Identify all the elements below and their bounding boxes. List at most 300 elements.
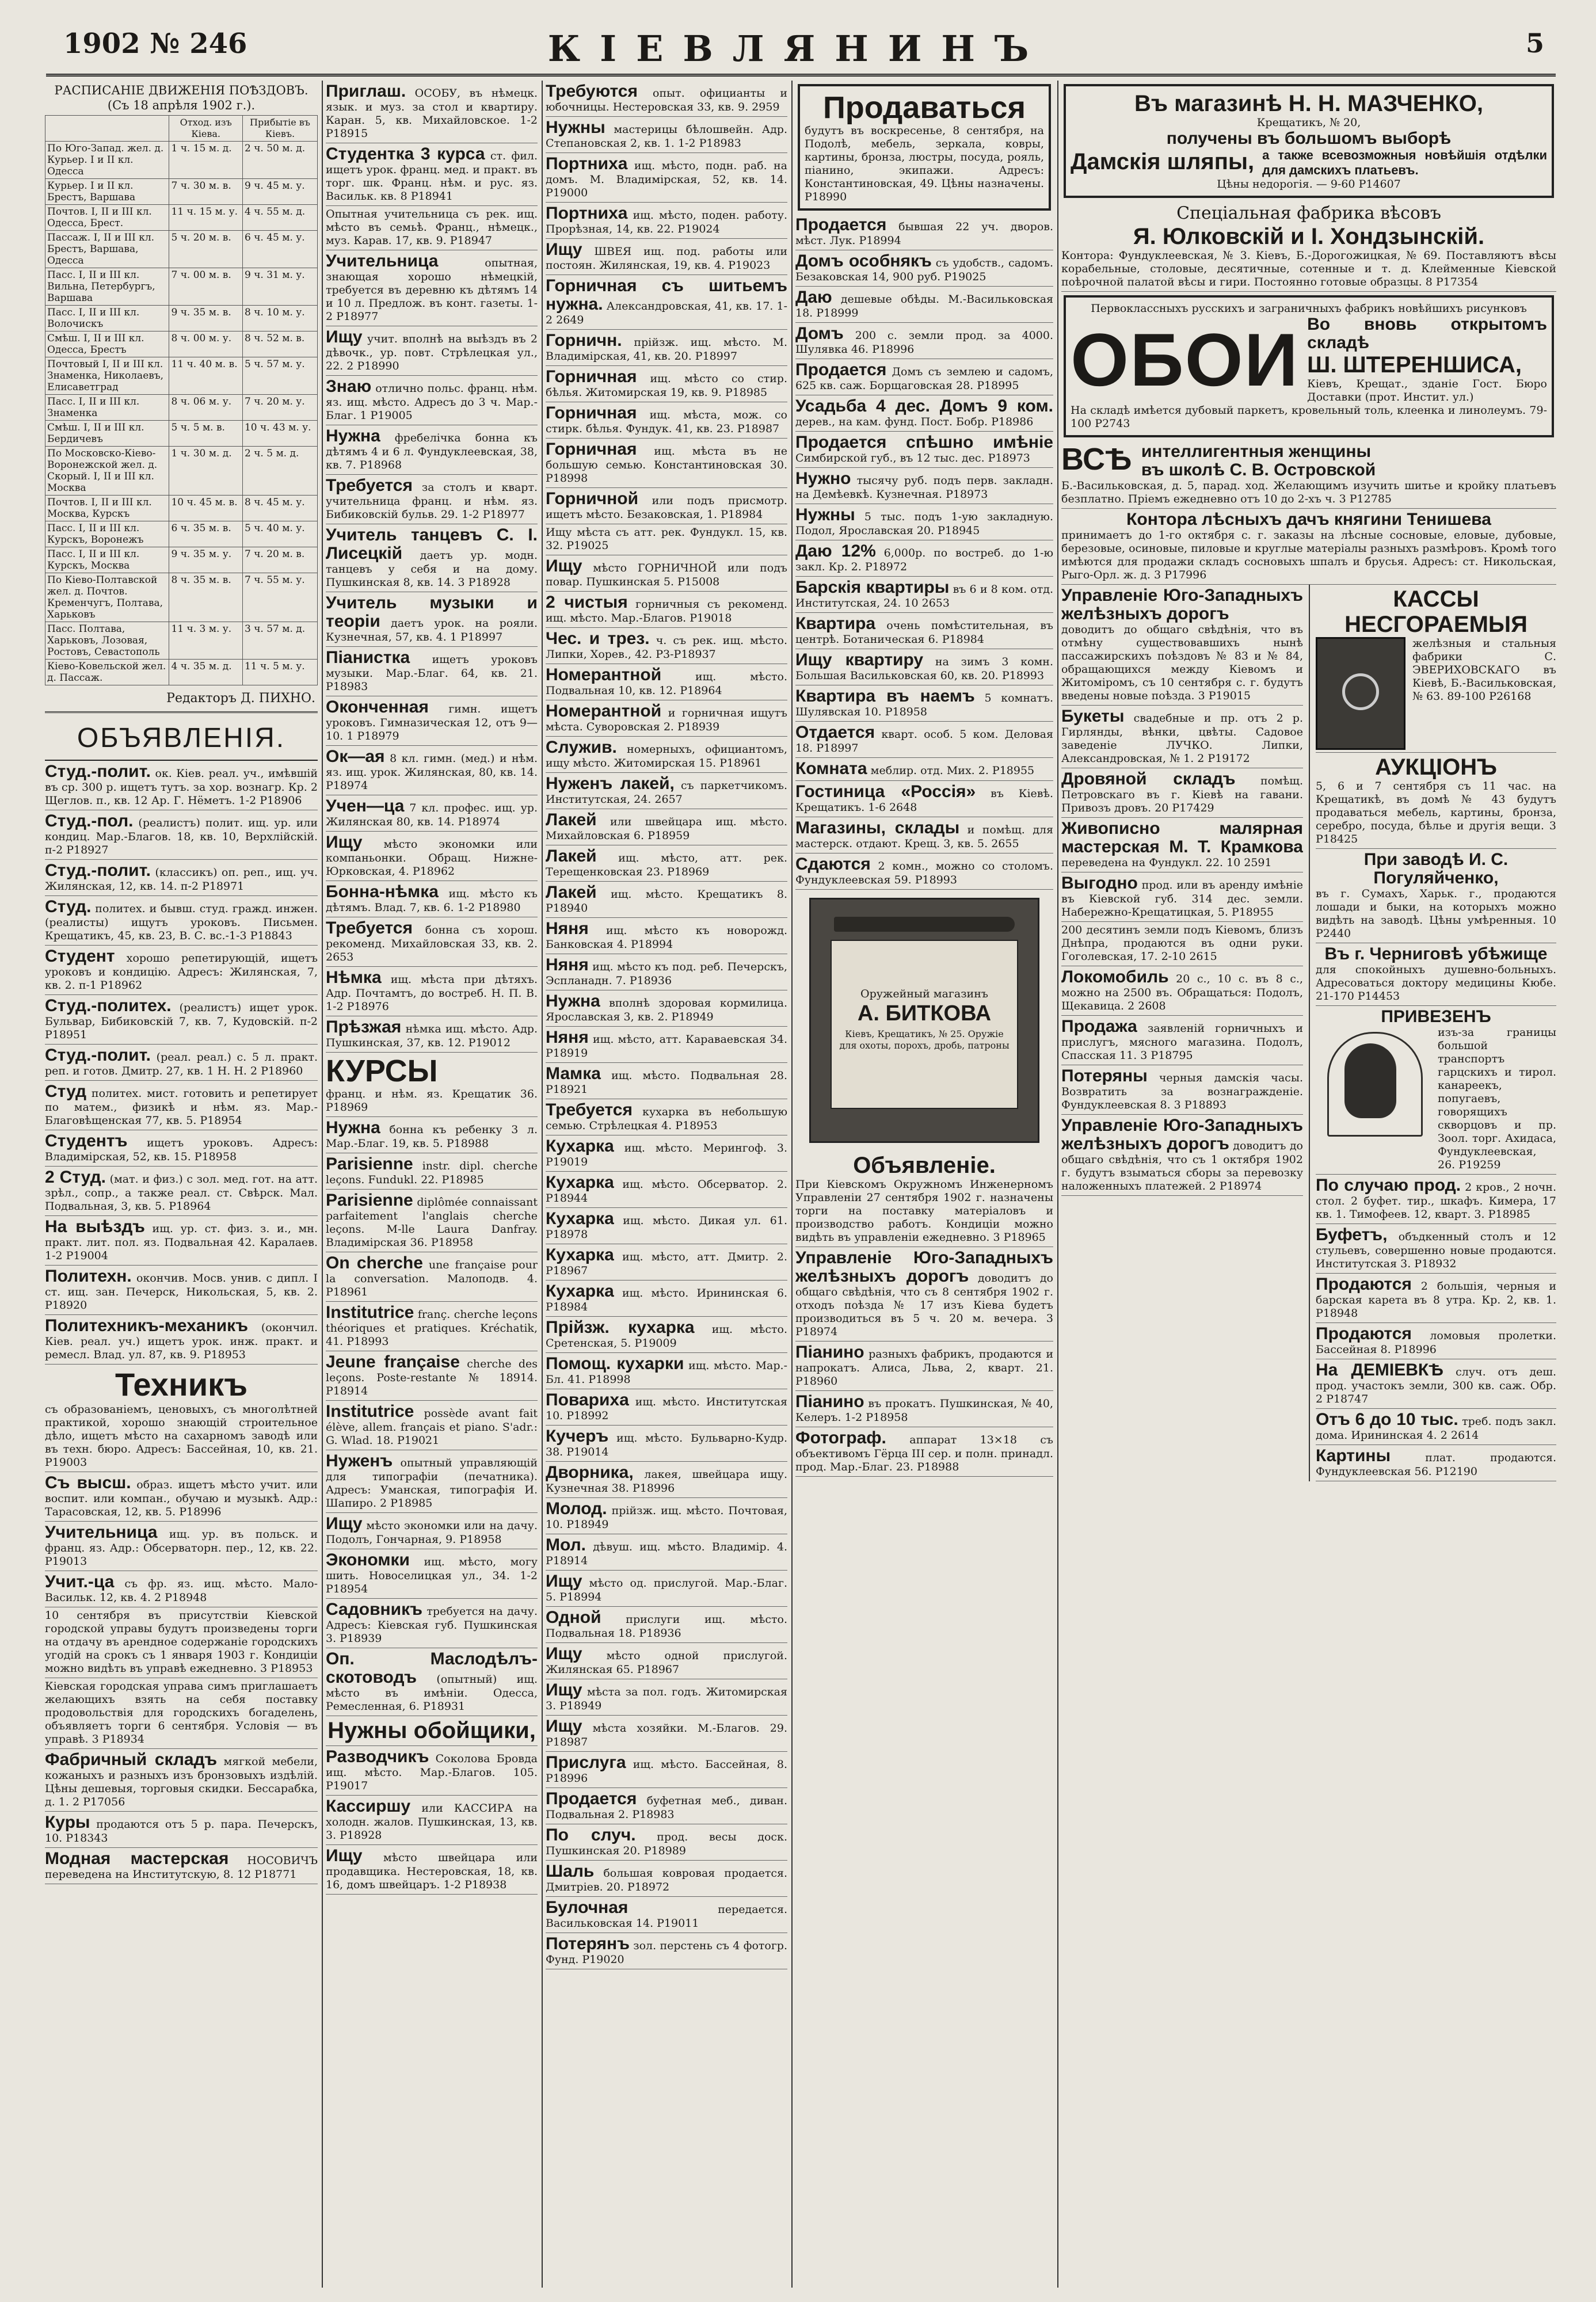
- ad-headline: Нужны: [546, 118, 605, 137]
- ad-text: ищ. мѣсто, атт. рек. Терещенковская 23. P18969: [546, 852, 787, 878]
- ad-text: ищ. мѣсто, атт. Дмитр. 2. P18967: [546, 1251, 787, 1277]
- ad-headline: Требуется: [326, 918, 413, 937]
- ad-headline: Ищу квартиру: [795, 650, 924, 669]
- classified-ad: [546, 330, 787, 366]
- ad-headline: Нужна: [326, 1118, 380, 1137]
- classified-ad: [546, 555, 787, 592]
- classified-ad: [795, 781, 1053, 817]
- ads-list: [546, 81, 787, 990]
- ad-headline: Картины: [1316, 1446, 1391, 1465]
- classified-ad: [1061, 706, 1303, 768]
- mazchenko-extra: а также всевозможныя новѣйшія отдѣлки для дамскихъ платьевъ.: [1262, 148, 1547, 177]
- classified-ad: [795, 853, 1053, 890]
- ad-headline: Горничная съ шитьемъ нужна.: [546, 276, 787, 314]
- ad-headline: Студентъ: [45, 1131, 128, 1150]
- ad-headline: Живописно малярная мастерская М. Т. Крамкова: [1061, 819, 1303, 856]
- ad-text: въ 6 и 8 ком. отд. Институтская, 24. 10 2653: [795, 583, 1053, 609]
- ad-headline: Молод.: [546, 1499, 607, 1518]
- classified-ad: [326, 1153, 538, 1190]
- classified-ad: [795, 649, 1053, 685]
- gun-shop-sign: [831, 940, 1018, 1109]
- ad-text: большая ковровая продается. Дмитріев. 20. P18972: [546, 1867, 787, 1893]
- classified-ad: [326, 917, 538, 967]
- classified-ad: [546, 275, 787, 330]
- ad-text: Домъ съ землею и садомъ, 625 кв. саж. Борщаговская 28. P18995: [795, 365, 1053, 392]
- timetable-cell: 9 ч. 31 м. у.: [242, 268, 317, 306]
- ad-text: опытная, знающая хорошо нѣмецкій, требуется въ деревню къ дѣтямъ 14 и 10 л. Предлож. въ конт. газеты. 1-2 P18977: [326, 257, 538, 323]
- ad-headline: Усадьба 4 дес. Домъ 9 ком.: [795, 397, 1053, 416]
- ad-text: окончив. Мосв. унив. с дипл. I ст. ищ. зан. Печерск, Никольская, 5, кв. 2. P18920: [45, 1272, 318, 1312]
- ad-headline: 2 Студ.: [45, 1168, 106, 1187]
- announcement-ad: [795, 1151, 1053, 1247]
- timetable-cell: По Кіево-Полтавской жел. д. Почтов. Кременчугъ, Полтава, Харьковъ: [45, 573, 169, 622]
- kursy-text: франц. и нѣм. яз. Крещатик 36. P18969: [326, 1088, 538, 1114]
- safes-title: КАССЫ НЕСГОРАЕМЫЯ: [1344, 586, 1528, 637]
- railway-text: доводитъ до общаго свѣдѣнія, что въ отмѣну существовавшихъ нынѣ пассажирскихъ поѣздовъ № 83 и № 84, обращающихся между Кіевомъ и Житоміромъ, съ 10 сентября с. г. будутъ введены новые поѣзда. 3 P19015: [1061, 623, 1303, 702]
- ad-text: зол. перстень съ 4 фотогр. Фунд. P19020: [546, 1939, 787, 1966]
- timetable-cell: 9 ч. 35 м. в.: [169, 306, 243, 331]
- ad-headline: Студ: [45, 1082, 87, 1101]
- classified-ad: [326, 592, 538, 647]
- ad-text: мѣсто одной прислугой. Жилянская 65. P18967: [546, 1649, 787, 1676]
- ad-text: горничныя съ рекоменд. ищ. мѣсто. Мар.-Благов. P19018: [546, 598, 787, 624]
- ad-text: ищ. мѣсто. Институтская 10. P18992: [546, 1396, 787, 1422]
- ad-text: съ фр. яз. ищ. мѣсто. Мало-Васильк. 12, кв. 4. 2 P18948: [45, 1577, 318, 1604]
- ad-text: 5 тыс. подъ 1-ую закладную. Подол, Ярославская 20. P18945: [795, 510, 1053, 537]
- ad-headline: Политехникъ-механикъ: [45, 1316, 249, 1335]
- zavod-ad: [1316, 849, 1556, 943]
- classified-ad: [326, 967, 538, 1016]
- ad-headline: Учит.-ца: [45, 1572, 115, 1591]
- ad-text: очень помѣстительная, въ центрѣ. Ботаническая 6. P18984: [795, 619, 1053, 646]
- timetable-cell: Смѣш. I, II и III кл. Одесса, Брестъ: [45, 331, 169, 357]
- privezen-text: изъ-за границы большой транспортъ гарцскихъ и тирол. канареекъ, попугаевъ, говорящихъ скворцовъ и пр. Зоол. торг. Ахидаса, Фундуклеевская, 26. P19259: [1438, 1026, 1556, 1171]
- timetable-cell: 5 ч. 57 м. у.: [242, 357, 317, 395]
- ad-headline: Нужна: [546, 992, 600, 1011]
- column-3: [546, 81, 787, 2288]
- ad-text: вполнѣ здоровая кормилица. Ярославская 3, кв. 2. P18949: [546, 997, 787, 1023]
- timetable-subtitle: (Съ 18 апрѣля 1902 г.).: [107, 98, 256, 112]
- ad-text: прійзж. ищ. мѣсто. Почтовая, 10. P18949: [546, 1504, 787, 1531]
- timetable-row: [45, 268, 318, 306]
- ad-text: бонна къ ребенку 3 л. Мар.-Благ. 19, кв. 5. P18988: [326, 1123, 538, 1150]
- zavod-title: При заводѣ И. С. Погуляйченко,: [1363, 850, 1509, 887]
- classified-ad: [45, 995, 318, 1045]
- ad-text: ищ. мѣсто. Подвальная 10, кв. 12. P18964: [546, 670, 787, 697]
- timetable-title: [45, 81, 318, 115]
- scales-title: Спеціальная фабрика вѣсовъ: [1176, 203, 1441, 223]
- ad-headline: Лакей: [546, 810, 597, 829]
- vse-text: Б.-Васильковская, д. 5, парад. ход. Желающимъ изучить шитье и кройку платьевъ безплатно. Пріемъ ежедневно отъ 10 до 2-хъ ч. 3 P12785: [1061, 479, 1556, 505]
- timetable-row: [45, 395, 318, 421]
- ad-headline: Дровяной складъ: [1061, 769, 1236, 788]
- ad-headline: Политехн.: [45, 1267, 132, 1286]
- ad-text: ищ. мѣсто къ новорожд. Банковская 4. P18994: [546, 924, 787, 951]
- column-2: [326, 81, 538, 2288]
- classified-ad: [1316, 1323, 1556, 1359]
- ad-text: ищ. мѣсто. Обсерватор. 2. P18944: [546, 1178, 787, 1205]
- ad-text: опытный управляющій для типографіи (печатника). Адресъ: Уманская, типографія И. Шапиро. 2 P18985: [326, 1457, 538, 1510]
- ad-text: прійзж. ищ. мѣсто. М. Владимірская, 41, кв. 20. P18997: [546, 336, 787, 363]
- ad-headline: Сдаются: [795, 855, 871, 874]
- ad-headline: Букеты: [1061, 707, 1125, 726]
- ad-text: объдкенный столъ и 12 стульевъ, совершенно новые продаются. Институтская 3. P18932: [1316, 1230, 1556, 1270]
- ad-headline: Квартира въ наемъ: [795, 687, 975, 706]
- ad-text: ищ. мѣсто къ дѣтямъ. Влад. 7, кв. 6. 1-2 P18980: [326, 887, 538, 914]
- classified-ad: [1061, 922, 1303, 966]
- ads-list: [326, 81, 538, 1053]
- classified-ad: [795, 287, 1053, 323]
- ad-headline: Мол.: [546, 1535, 586, 1554]
- ad-headline: Гостиница «Россія»: [795, 782, 976, 801]
- ad-text: Кіевская городская управа симъ приглашаетъ желающихъ взять на себя поставку продовольствія для городскихъ богаделень, объявляетъ торги 6 сентября. Условія — въ управѣ. 3 P18934: [45, 1680, 318, 1745]
- oboi-line1: Во вновь открытомъ складѣ: [1307, 315, 1547, 352]
- scales-names: Я. Юлковскій и І. Хондзынскій.: [1133, 224, 1485, 249]
- timetable-row: [45, 622, 318, 660]
- ad-text: аппарат 13×18 съ объективомъ Гёрца III сер. и полн. принадл. прод. Мар.-Благ. 23. P18988: [795, 1434, 1053, 1473]
- timetable-heading: РАСПИСАНІЕ ДВИЖЕНІЯ ПОѢЗДОВЪ.: [54, 83, 308, 97]
- timetable-cell: Пасс. I, II и III кл. Знаменка: [45, 395, 169, 421]
- ad-headline: Нужно: [795, 469, 851, 488]
- ad-headline: Управленіе Юго-Западныхъ желѣзныхъ дорогъ: [1061, 1116, 1303, 1153]
- timetable-column-header: Отход. изъ Кіева.: [169, 116, 243, 142]
- classified-ad: [326, 1796, 538, 1845]
- classified-ad: [45, 810, 318, 860]
- timetable-cell: 6 ч. 35 м. в.: [169, 521, 243, 547]
- col5-split: [1061, 585, 1556, 1481]
- ad-headline: Ищу: [546, 1644, 582, 1663]
- timetable-cell: Почтовый I, II и III кл. Знаменка, Николаевъ, Елисаветград: [45, 357, 169, 395]
- ad-text: номерныхъ, официантомъ, ищу мѣсто. Житомирская 15. P18961: [546, 743, 787, 769]
- safes-text: желѣзныя и стальныя фабрики С. ЭВЕРИХОВСКАГО въ Кіевѣ, Б.-Васильковская, № 63. 89-100 P26168: [1412, 637, 1556, 703]
- ad-headline: Продаются: [1316, 1275, 1412, 1294]
- privezen-row: [1316, 1026, 1556, 1172]
- col5-right: [1309, 585, 1556, 1481]
- ad-headline: Нуженъ: [326, 1451, 393, 1470]
- ad-text: гимн. ищетъ уроковъ. Гимназическая 12, отъ 9—10. 1 P18979: [326, 703, 538, 742]
- ad-text: (мат. и физ.) с зол. мед. гот. на атт. зрѣл., сопр., а также реал. ст. Свѣрск. Мал. Подвальная, 3, кв. 5. P18964: [45, 1173, 318, 1213]
- ad-headline: Выгодно: [1061, 874, 1138, 893]
- railway-title: Управленіе Юго-Западныхъ желѣзныхъ дорогъ: [1061, 586, 1303, 623]
- classified-ad: [326, 524, 538, 592]
- ad-text: 2 кров., 2 ночн. стол. 2 буфет. тир., шкафъ. Кимера, 17 кв. 1. Тимофеев. 12, кварт. 3. P18985: [1316, 1181, 1556, 1221]
- ad-headline: Кухарка: [546, 1209, 614, 1228]
- classified-ad: [546, 488, 787, 524]
- ad-text: политех. и бывш. студ. гражд. инжен. (реалисты) ищутъ уроковъ. Письмен. Крещатикъ, 45, кв. 23, В. С. вс.-1-3 P18843: [45, 902, 318, 942]
- ad-headline: Продаются: [1316, 1324, 1412, 1343]
- classified-ad: [546, 882, 787, 918]
- col5-left: [1061, 585, 1309, 1481]
- ad-text: (классикъ) оп. реп., ищ. уч. Жилянская, 12, кв. 14. п-2 P18971: [45, 866, 318, 893]
- classified-ad: [546, 117, 787, 153]
- classified-ad: [1061, 1115, 1303, 1196]
- ad-text: 5 комнатъ. Шулявская 10. P18958: [795, 692, 1053, 718]
- ad-headline: Студентка 3 курса: [326, 144, 485, 163]
- oboi-top: Первоклассныхъ русскихъ и заграничныхъ фабрикъ новѣйшихъ рисунковъ: [1091, 302, 1527, 315]
- ad-text: даетъ урок. на рояли. Кузнечная, 57, кв. 4. 1 P18997: [326, 617, 538, 643]
- ads-list: [546, 990, 787, 1969]
- ads-list: [326, 1117, 538, 1716]
- oboi-ad: [1064, 295, 1554, 437]
- ad-headline: Учен—ца: [326, 796, 405, 815]
- gun-shop-line2: Кіевъ, Крещатикъ, № 25. Оружіе для охоты, порохъ, дробь, патроны: [839, 1028, 1010, 1051]
- timetable-cell: 11 ч. 3 м. у.: [169, 622, 243, 660]
- ads-list: [45, 1472, 318, 1884]
- classified-ad: [45, 761, 318, 810]
- classified-ad: [1316, 1409, 1556, 1445]
- ad-text: ищ. мѣсто со стир. бѣлья. Житомирская 19, кв. 9. P18985: [546, 372, 787, 399]
- ad-headline: Піанистка: [326, 648, 410, 667]
- timetable-cell: 11 ч. 40 м. в.: [169, 357, 243, 395]
- classified-ad: [45, 946, 318, 995]
- timetable-cell: Пасс. I, II и III кл. Курскъ, Воронежъ: [45, 521, 169, 547]
- ad-headline: Комната: [795, 759, 867, 778]
- ad-headline: Домъ особнякъ: [795, 251, 932, 270]
- oboi-row: [1071, 315, 1547, 404]
- classified-ad: [1061, 872, 1303, 922]
- ad-headline: Кухарка: [546, 1245, 614, 1264]
- ads-list: [795, 214, 1053, 890]
- ad-headline: Одной: [546, 1608, 601, 1627]
- ad-text: 200 десятинъ земли подъ Кіевомъ, близъ Днѣпра, продаются въ одни руки. Гоголевская, 17. 2-10 2615: [1061, 924, 1303, 963]
- ad-headline: Домъ: [795, 324, 844, 343]
- ad-headline: Портниха: [546, 154, 628, 173]
- ad-headline: Студ.-полит.: [45, 1046, 151, 1065]
- ad-headline: Куры: [45, 1813, 90, 1832]
- timetable-row: [45, 447, 318, 496]
- ad-text: ищ. мѣсто. Дикая ул. 61. P18978: [546, 1214, 787, 1241]
- classified-ad: [795, 540, 1053, 577]
- classified-ad: [45, 1167, 318, 1216]
- ad-headline: Номерантной: [546, 702, 662, 721]
- safes-row: [1316, 637, 1556, 750]
- ad-headline: Дворника,: [546, 1463, 634, 1482]
- classified-ad: [546, 1099, 787, 1135]
- tenisheva-title: Контора лѣсныхъ дачъ княгини Тенишева: [1126, 510, 1491, 529]
- timetable-row: [45, 421, 318, 447]
- classified-ad: [326, 1599, 538, 1648]
- timetable-cell: 8 ч. 10 м. у.: [242, 306, 317, 331]
- ad-headline: Приглаш.: [326, 82, 406, 101]
- ad-text: ищ. мѣста въ не большую семью. Константиновская 30. P18998: [546, 445, 787, 485]
- ad-text: ищ. мѣста при дѣтяхъ. Адр. Почтамтъ, до востреб. Н. П. В. 1-2 P18976: [326, 973, 538, 1013]
- ad-text: franç. cherche leçons théoriques et pratiques. Kréchatik, 41. P18993: [326, 1308, 538, 1348]
- mazchenko-ad: [1064, 84, 1554, 198]
- ad-text: кухарка въ небольшую семью. Стрѣлецкая 4. P18953: [546, 1106, 787, 1132]
- ad-headline: Лакей: [546, 847, 597, 866]
- classified-ad: [546, 1933, 787, 1969]
- classified-ad: [45, 1472, 318, 1522]
- ad-text: плат. продаются. Фундуклеевская 56. P12190: [1316, 1451, 1556, 1478]
- classified-ad: [546, 1280, 787, 1317]
- classified-ad: [326, 795, 538, 832]
- classified-ad: [45, 1081, 318, 1130]
- classified-ad: [546, 664, 787, 700]
- ad-headline: Даю 12%: [795, 542, 876, 561]
- vse-info: [1141, 443, 1376, 479]
- mazchenko-hats: Дамскія шляпы,: [1071, 149, 1255, 174]
- chernigov-title: Въ г. Черниговѣ убѣжище: [1324, 944, 1548, 963]
- zavod-text: въ г. Сумахъ, Харьк. г., продаются лошади и быки, на которыхъ можно видѣть на заводѣ. Цѣны умѣренныя. 10 P2440: [1316, 887, 1556, 940]
- scales-text: Контора: Фундуклеевская, № 3. Кіевъ, Б.-Дорогожицкая, № 69. Поставляютъ вѣсы корабельные, столовые, десятичные, сотенные и т. д. Клейменные Кіевской поѣрочной палатой вѣсы и гири. Постоянно готовые образцы. 8 P17354: [1061, 249, 1556, 288]
- ad-headline: Номерантной: [546, 665, 662, 684]
- ad-headline: Ищу: [546, 1717, 582, 1736]
- ad-text: или подъ присмотр. ищетъ мѣсто. Безаковская, 1. P18984: [546, 494, 787, 521]
- ad-headline: Кучеръ: [546, 1427, 609, 1446]
- timetable-header-row: [45, 116, 318, 142]
- classified-ad: [546, 1353, 787, 1389]
- ad-headline: Продается: [795, 360, 887, 379]
- ad-headline: Горничная: [546, 403, 637, 422]
- timetable-cell: Пасс. I, II и III кл. Курскъ, Москва: [45, 547, 169, 573]
- classified-ad: [326, 475, 538, 524]
- ad-text: учит. вполнѣ на выѣздъ въ 2 дѣвочк., ур. повт. Стрѣлецкая ул., 22. 2 P18990: [326, 333, 538, 372]
- timetable-cell: 6 ч. 45 м. у.: [242, 231, 317, 268]
- ad-headline: Учитель музыки и теоріи: [326, 593, 538, 631]
- ad-text: лакея, швейцара ищу. Кузнечная 38. P18996: [546, 1468, 787, 1495]
- classified-ad: [795, 685, 1053, 722]
- timetable-cell: 4 ч. 35 м. д.: [169, 660, 243, 685]
- ad-headline: Нужны: [795, 505, 855, 524]
- classified-ad: [326, 250, 538, 326]
- ad-headline: Ищу: [326, 833, 363, 852]
- classified-ad: [546, 1607, 787, 1643]
- ad-headline: Прійзж. кухарка: [546, 1318, 695, 1337]
- classified-ad: [546, 1897, 787, 1933]
- ad-text: прислуги ищ. мѣсто. Подвальная 18. P18936: [546, 1613, 787, 1640]
- ad-text: 200 с. земли прод. за 4000. Шулявка 46. P18996: [795, 329, 1053, 356]
- ad-text: ч. съ рек. ищ. мѣсто. Липки, Хорев., 42. P3-P18937: [546, 634, 787, 661]
- gun-shop-line1: Оружейный магазинъ: [860, 988, 988, 1000]
- ad-text: ищ. мѣсто. Подвальная 28. P18921: [546, 1069, 787, 1096]
- ad-text: мѣсто од. прислугой. Мар.-Благ. 5. P18994: [546, 1577, 787, 1603]
- ad-headline: Прислуга: [546, 1753, 626, 1772]
- ad-text: съ паркетчикомъ. Институтская, 24. 2657: [546, 779, 787, 806]
- ad-headline: Кухарка: [546, 1137, 614, 1156]
- classified-ad: [546, 954, 787, 990]
- ads-list: [45, 761, 318, 1365]
- ad-text: ищ. мѣсто, могу шить. Новоселицкая ул., 34. 1-2 P18954: [326, 1556, 538, 1595]
- ad-text: ломовыя пролетки. Бассейная 8. P18996: [1316, 1329, 1556, 1356]
- ad-headline: Ок—ая: [326, 747, 385, 766]
- classified-ad: [546, 402, 787, 439]
- ad-text: переведена на Фундукл. 22. 10 2591: [1061, 856, 1272, 869]
- timetable-row: [45, 573, 318, 622]
- classified-ad: [546, 1752, 787, 1788]
- ad-headline: Ищу: [546, 1680, 582, 1699]
- column-1: [45, 81, 318, 2288]
- timetable-row: [45, 331, 318, 357]
- classified-ad: [326, 1401, 538, 1450]
- classified-ad: [45, 1266, 318, 1315]
- classified-ad: [326, 1302, 538, 1351]
- ad-headline: Садовникъ: [326, 1600, 422, 1619]
- timetable-cell: 3 ч. 57 м. д.: [242, 622, 317, 660]
- ad-text: 8 кл. гимн. (мед.) и нѣм. яз. ищ. урок. Жилянская, 80, кв. 14. P18974: [326, 752, 538, 792]
- timetable-cell: Курьер. I и II кл. Брестъ, Варшава: [45, 179, 169, 205]
- ad-text: une française pour la conversation. Малоподв. 4. P18961: [326, 1259, 538, 1298]
- ad-text: 7 кл. профес. ищ. ур. Жилянская 80, кв. 14. P18974: [326, 802, 538, 828]
- ad-text: или КАССИРА на холодн. жалов. Пушкинская, 13, кв. 3. P18928: [326, 1802, 538, 1842]
- ad-headline: Прѣзжая: [326, 1017, 402, 1036]
- mazchenko-prices: Цѣны недорогія. — 9-60 P14607: [1217, 178, 1401, 190]
- ad-text: Симбирской губ., въ 12 тыс. дес. P18973: [795, 452, 1030, 464]
- timetable-row: [45, 179, 318, 205]
- ad-headline: Служив.: [546, 738, 617, 757]
- ad-headline: Съ высш.: [45, 1473, 131, 1492]
- ad-headline: Потеряны: [1061, 1066, 1148, 1085]
- classified-ad: [546, 1426, 787, 1462]
- classified-ad: [795, 432, 1053, 468]
- classified-ad: [45, 1749, 318, 1812]
- tenisheva-ad: [1061, 509, 1556, 585]
- ad-headline: Отдается: [795, 723, 875, 742]
- sale-text: будутъ въ воскресенье, 8 сентября, на Подолѣ, мебель, зеркала, ковры, картины, бронза, люстры, посуда, рояль, піанино, экипажи. Адресъ: Константиновская, 49. Цѣны назначены. P18990: [805, 124, 1044, 203]
- ad-headline: Parisienne: [326, 1191, 413, 1210]
- timetable-cell: 1 ч. 15 м. д.: [169, 142, 243, 179]
- ad-text: образ. ищетъ мѣсто учит. или воспит. или компан., обучаю и музыкѣ. Адр.: Тарасовская, 12, кв. 5. P18996: [45, 1478, 318, 1518]
- gun-shop-name: А. БИТКОВА: [857, 1001, 992, 1026]
- ad-text: бывшая 22 уч. дворов. мѣст. Лук. P18994: [795, 220, 1053, 247]
- classified-ad: [45, 1571, 318, 1607]
- privezen-ad: [1316, 1006, 1556, 1175]
- ad-text: продаются отъ 5 р. пара. Печерскъ, 10. P18343: [45, 1818, 318, 1844]
- classified-ad: [546, 737, 787, 773]
- timetable-row: [45, 142, 318, 179]
- ad-text: нѣмка ищ. мѣсто. Адр. Пушкинская, 37, кв. 12. P19012: [326, 1023, 538, 1049]
- classified-ad: [546, 1679, 787, 1716]
- classified-ad: [795, 722, 1053, 758]
- classified-ad: [795, 395, 1053, 432]
- classified-ad: [546, 1643, 787, 1679]
- ad-headline: Горничная: [546, 440, 637, 459]
- ad-text: 10 сентября въ присутствіи Кіевской городской управы будутъ произведены торги на отдачу въ арендное содержаніе городскихъ угодій на срокъ съ 1 января 1903 г. Кондиціи можно видѣть въ управѣ ежедневно. 3 P18953: [45, 1609, 318, 1675]
- timetable-cell: 11 ч. 5 м. у.: [242, 660, 317, 685]
- ad-headline: Студ.-полит.: [45, 762, 151, 781]
- ad-text: ищ. ур. ст. физ. з. и., мн. практ. лит. пол. яз. Подвальная 42. Каралаев. 1-2 P19004: [45, 1222, 318, 1262]
- ad-text: ОСОБУ, въ нѣмецк. язык. и муз. за стол и квартиру. Каран. 5, кв. Михайловское. 1-2 P18915: [326, 87, 538, 140]
- timetable-cell: 8 ч. 06 м. у.: [169, 395, 243, 421]
- ad-text: ищ. мѣсто, подн. раб. на домъ. М. Владимірская, 52, кв. 14. P19000: [546, 159, 787, 199]
- ad-text: и горничная ищутъ мѣста. Суворовская 2. P18939: [546, 707, 787, 733]
- ad-headline: Повариха: [546, 1390, 629, 1409]
- ad-text: даетъ ур. модн. танцевъ у себя и на дому. Пушкинская 8, кв. 14. 3 P18928: [326, 549, 538, 589]
- classified-ad: [45, 1812, 318, 1848]
- ad-text: ищ. мѣсто. Ирининская 6. P18984: [546, 1287, 787, 1313]
- safe-icon: [1316, 637, 1405, 750]
- technik-title: Техникъ: [115, 1366, 248, 1402]
- ads-list: [795, 1247, 1053, 1477]
- oboi-address: Кіевъ, Крещат., зданіе Гост. Бюро Доставки (прот. Инстит. ул.): [1307, 378, 1547, 403]
- ad-text: доводитъ до общаго свѣдѣнія, что съ 1 октября 1902 г. будутъ взыматься сборы за перевозку наложенныхъ платежей. 2 P18974: [1061, 1139, 1303, 1192]
- classified-ad: [546, 81, 787, 117]
- classified-ad: [546, 918, 787, 954]
- ad-headline: На выѣздъ: [45, 1217, 145, 1236]
- ad-text: ШВЕЯ ищ. под. работы или постоян. Жилянская, 19, кв. 4. P19023: [546, 245, 787, 272]
- classified-ad: [1061, 818, 1303, 872]
- announcement-title: Объявленіе.: [853, 1153, 996, 1178]
- ad-headline: Портниха: [546, 204, 628, 223]
- classified-ad: [1061, 1065, 1303, 1115]
- ad-text: бонна съ хорош. рекоменд. Михайловская 33, кв. 2. 2653: [326, 924, 538, 963]
- ad-text: ок. Кіев. реал. уч., имѣвшій въ ср. 300 р. ищетъ тутъ. за хор. вознагр. Кр. 2 Щеглов. п., кв. 12 Ар. Г. Нёметъ. 1-2 P18906: [45, 767, 318, 807]
- classified-ad: [546, 1788, 787, 1824]
- classified-ad: [326, 1513, 538, 1549]
- ad-text: Ищу мѣста съ атт. рек. Фундукл. 15, кв. 32. P19025: [546, 526, 787, 552]
- vse-head: ВСѢ: [1061, 442, 1132, 477]
- ad-text: опыт. официанты и юбочницы. Нестеровская 33, кв. 9. 2959: [546, 87, 787, 113]
- classified-ad: [546, 1027, 787, 1063]
